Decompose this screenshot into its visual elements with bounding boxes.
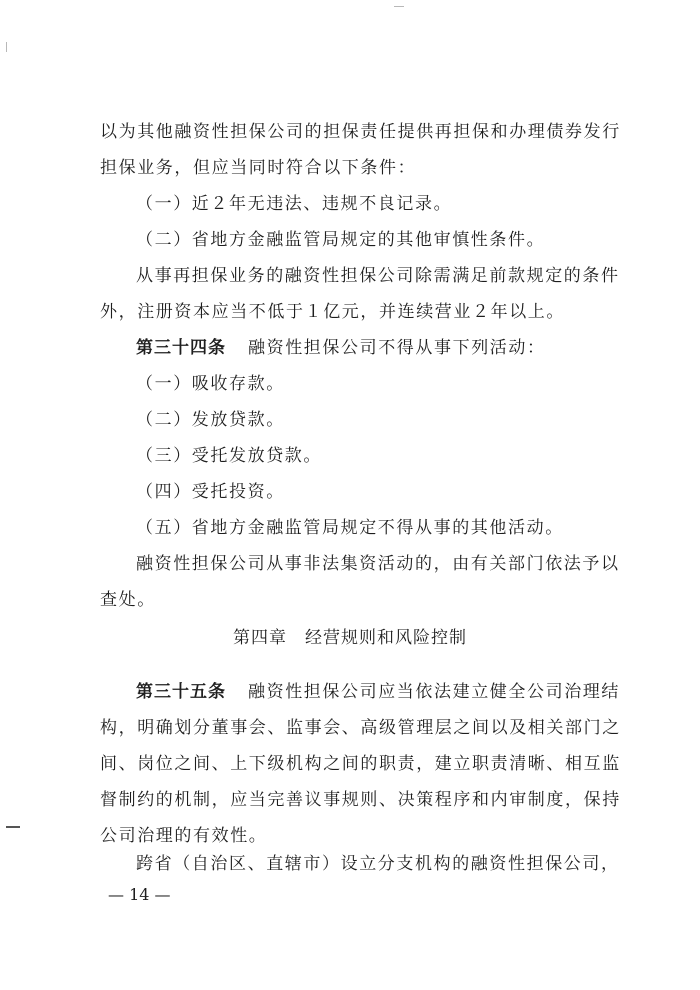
text-line: 融资性担保公司从事非法集资活动的，由有关部门依法予以 <box>136 554 620 574</box>
list-item: （一）近２年无违法、违规不良记录。 <box>136 194 453 214</box>
article-heading: 第三十五条 <box>136 682 226 702</box>
chapter-heading <box>0 626 700 650</box>
list-item: （二）省地方金融监管局规定的其他审慎性条件。 <box>136 230 546 250</box>
list-item: （二）发放贷款。 <box>136 410 285 430</box>
article-text: 融资性担保公司应当依法建立健全公司治理结 <box>248 682 620 702</box>
article-34-paragraph <box>136 336 612 360</box>
scan-mark-margin <box>6 826 20 828</box>
article-35-paragraph <box>136 680 620 704</box>
scan-mark-top <box>394 6 404 7</box>
text-line: 督制约的机制，应当完善议事规则、决策程序和内审制度，保持 <box>100 790 621 810</box>
page-number-value: 14 <box>129 885 150 904</box>
page-dash-left: — <box>108 885 124 904</box>
text-line: 担保业务，但应当同时符合以下条件： <box>100 158 417 178</box>
text-line: 外，注册资本应当不低于１亿元，并连续营业２年以上。 <box>100 302 565 322</box>
chapter-title: 经营规则和风险控制 <box>305 628 467 648</box>
text-line: 查处。 <box>100 590 156 610</box>
article-heading: 第三十四条 <box>136 338 226 358</box>
text-line: 公司治理的有效性。 <box>100 826 268 846</box>
page-dash-right: — <box>154 885 171 904</box>
text-line: 从事再担保业务的融资性担保公司除需满足前款规定的条件 <box>136 266 620 286</box>
list-item: （三）受托发放贷款。 <box>136 446 322 466</box>
text-line: 间、岗位之间、上下级机构之间的职责，建立职责清晰、相互监 <box>100 754 621 774</box>
page-number <box>108 884 171 906</box>
text-line: 构，明确划分董事会、监事会、高级管理层之间以及相关部门之 <box>100 718 621 738</box>
article-text: 融资性担保公司不得从事下列活动： <box>248 338 546 358</box>
list-item: （一）吸收存款。 <box>136 374 285 394</box>
text-line: 跨省（自治区、直辖市）设立分支机构的融资性担保公司， <box>136 854 620 874</box>
text-line: 以为其他融资性担保公司的担保责任提供再担保和办理债券发行 <box>100 122 621 142</box>
chapter-number: 第四章 <box>233 628 287 648</box>
list-item: （四）受托投资。 <box>136 482 285 502</box>
scan-mark-left <box>6 42 7 52</box>
list-item: （五）省地方金融监管局规定不得从事的其他活动。 <box>136 518 564 538</box>
